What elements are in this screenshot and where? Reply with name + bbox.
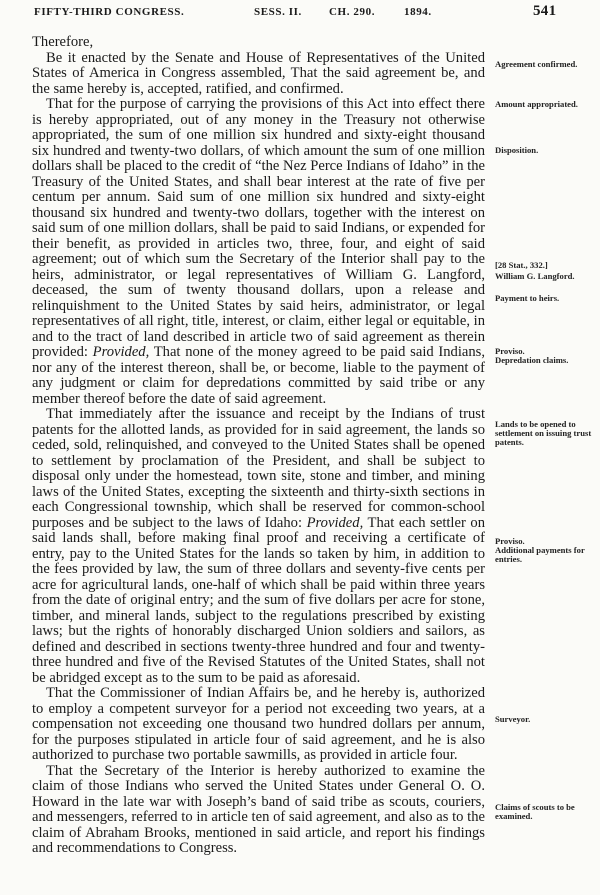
appropriation-text: That for the purpose of carrying the provisions of this Act into effect there is hereby appropriated, out of any money in the Treasury not otherwise appropriated, the sum of one million six hundred and sixty-eight thousand six hundred and twenty-two dollars, of which amount the sum of one million dollars shall be placed to the credit of “the Nez Perce Indians of Idaho” in the Treasury of the United States, and shall bear interest at the rate of five per centum per annum. Said sum of one million six hundred and sixty-eight thousand six hundred and twenty-two dollars, together with the interest on said sum of one million dollars, shall be paid to said Indians, or expended for their benefit, as provided in articles two, three, four, and eight of said agreement; out of which sum the Secretary of the Interior shall pay to the heirs, administrator, or legal representatives of William G. Langford, deceased, the sum of twenty thousand dollars, upon a release and relinquishment to the United States by said heirs, administrator, or legal representatives of all right, title, interest, or claim, either legal or equitable, in and to the tract of land described in article two of said agreement as therein provided: [32,96,485,360]
running-header [0,3,600,26]
settlement-proviso-text: That each settler on said lands shall, before making final proof and receiving a certificate of entry, pay to the United States for the lands so taken by him, in addition to the fees provided by law, the sum of three dollars and seventy-five cents per acre for agricultural lands, one-half of which shall be paid within three years from the date of original entry; and the sum of five dollars per acre for stone, timber, and mineral lands, subject to the regulations prescribed by existing laws; but the rights of honorably discharged Union soldiers and sailors, as defined and described in sections twenty-three hundred and four and twenty-three hundred and five of the Revised Statutes of the United States, shall not be abridged except as to the sum to be paid as aforesaid. [32,514,485,686]
margin-note-amount: Amount appropriated. [495,99,578,109]
paragraph-enacting-clause: Be it enacted by the Senate and House of Representatives of the United States of America in Congress assembled, That the said agreement be, and the same hereby is, accepted, ratified, and confirmed. [32,49,485,97]
margin-note-langford: William G. Langford. [495,271,575,281]
margin-note-depredation: Depredation claims. [495,355,569,365]
margin-note-additional-payments: Additional payments for entries. [495,545,585,564]
margin-note-claims-scouts: Claims of scouts to be examined. [495,802,575,821]
paragraph-therefore: Therefore, [32,34,94,50]
appropriation-proviso-text: That none of the money agreed to be paid said Indians, nor any of the interest thereon, shall be, or become, liable to the payment of any judgment or claim for depredations committed by said tribe or any member thereof before the date of said agreement. [32,344,485,407]
proviso-word: Provided, [92,344,150,360]
settlement-text: That immediately after the issuance and receipt by the Indians of trust patents for the allotted lands, as provided for in said agreement, the lands so ceded, sold, relinquished, and conveyed to the United States shall be opened to settlement by proclamation of the President, and shall be subject to disposal only under the homestead, town site, stone and timber, and mining laws of the United States, excepting the sixteenth and thirty-sixth sections in each Congressional township, which shall be reserved for common-school purposes and be subject to the laws of Idaho: [32,406,485,531]
proviso-word: Provided, [306,514,364,531]
header-year: 1894. [404,6,432,18]
paragraph-surveyor: That the Commissioner of Indian Affairs be, and he hereby is, authorized to employ a competent surveyor for a period not exceeding two years, at a compensation not exceeding one thousand two hundred dollars per annum, for the purposes stipulated in article four of said agreement, and he is also authorized to purchase two portable sawmills, as provided in article four. [32,685,485,763]
margin-note-proviso-2: Proviso. [495,536,525,546]
header-congress: FIFTY-THIRD CONGRESS. [34,6,185,18]
margin-note-surveyor: Surveyor. [495,714,531,724]
paragraph-appropriation [32,97,485,407]
page-number: 541 [533,3,557,19]
statute-text [32,35,485,857]
margin-note-payment-heirs: Payment to heirs. [495,293,560,303]
margin-note-disposition: Disposition. [495,145,539,155]
header-session: SESS. II. [254,6,302,18]
margin-note-agreement: Agreement confirmed. [495,59,578,69]
margin-note-proviso-1: Proviso. [495,346,525,356]
header-chapter: CH. 290. [329,6,376,18]
margin-note-stat-ref: [28 Stat., 332.] [495,260,548,270]
paragraph-scout-claims: That the Secretary of the Interior is hereby authorized to examine the claim of those Indians who served the United States under General O. O. Howard in the late war with Joseph’s band of said tribe as scouts, couriers, and messengers, referred to in article ten of said agreement, and also as to the claim of Abraham Brooks, mentioned in said article, and report his findings and recommendations to Congress. [32,762,485,856]
margin-note-lands-opened: Lands to be opened to settlement on issuing trust patents. [495,419,592,447]
paragraph-settlement [32,407,485,686]
